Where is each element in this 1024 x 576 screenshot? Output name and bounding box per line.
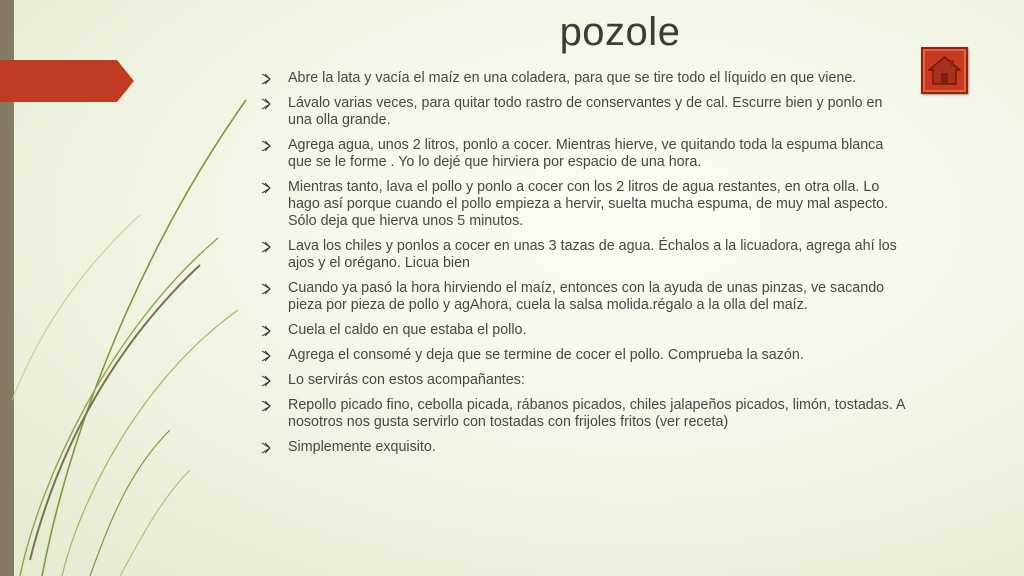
arrow-bullet-icon [260, 140, 272, 152]
bullet-text: Lávalo varias veces, para quitar todo rastro de conservantes y de cal. Escurre bien y ponlo en una olla grande. [288, 95, 883, 128]
bullet-text: Agrega agua, unos 2 litros, ponlo a cocer. Mientras hierve, ve quitando toda la espuma blanca que se le forme . Yo lo dejé que hirviera por espacio de una hora. [288, 137, 884, 170]
slide-title: pozole [559, 10, 681, 54]
bullet-text: Lo servirás con estos acompañantes: [288, 372, 525, 388]
list-item [258, 95, 908, 129]
arrow-bullet-icon [260, 442, 272, 454]
bullet-text: Repollo picado fino, cebolla picada, rábanos picados, chiles jalapeños picados, limón, tostadas. A nosotros nos gusta servirlo con tostadas con frijoles fritos (ver receta) [288, 397, 905, 430]
home-icon [928, 55, 961, 87]
arrow-bullet-icon [260, 350, 272, 362]
bullet-text: Cuela el caldo en que estaba el pollo. [288, 322, 527, 338]
arrow-bullet-icon [260, 283, 272, 295]
bullet-text: Mientras tanto, lava el pollo y ponlo a cocer con los 2 litros de agua restantes, en otra olla. Lo hago así porque cuando el pollo empieza a hervir, suelta mucha espuma, de muy mal aspecto. Sólo deja que hierva unos 5 minutos. [288, 179, 889, 229]
bullet-text: Agrega el consomé y deja que se termine de cocer el pollo. Comprueba la sazón. [288, 347, 804, 363]
home-button[interactable] [921, 47, 968, 94]
slide-content [258, 70, 908, 464]
list-item [258, 238, 908, 272]
bullet-text: Simplemente exquisito. [288, 439, 436, 455]
list-item [258, 322, 908, 339]
list-item [258, 372, 908, 389]
arrow-bullet-icon [260, 182, 272, 194]
bullet-list [258, 70, 908, 456]
list-item [258, 179, 908, 230]
list-item [258, 439, 908, 456]
arrow-bullet-icon [260, 400, 272, 412]
arrow-bullet-icon [260, 73, 272, 85]
list-item [258, 137, 908, 171]
list-item [258, 347, 908, 364]
bullet-text: Lava los chiles y ponlos a cocer en unas 3 tazas de agua. Échalos a la licuadora, agrega ahí los ajos y el orégano. Licua bien [288, 238, 897, 271]
title-accent-tab [0, 60, 134, 102]
arrow-bullet-icon [260, 375, 272, 387]
arrow-bullet-icon [260, 241, 272, 253]
bullet-text: Abre la lata y vacía el maíz en una coladera, para que se tire todo el líquido en que viene. [288, 70, 857, 86]
arrow-bullet-icon [260, 98, 272, 110]
arrow-bullet-icon [260, 325, 272, 337]
bullet-text: Cuando ya pasó la hora hirviendo el maíz, entonces con la ayuda de unas pinzas, ve sacando pieza por pieza de pollo y agAhora, cuela la salsa molida.régalo a la olla del maíz. [288, 280, 885, 313]
list-item [258, 280, 908, 314]
list-item [258, 397, 908, 431]
list-item [258, 70, 908, 87]
